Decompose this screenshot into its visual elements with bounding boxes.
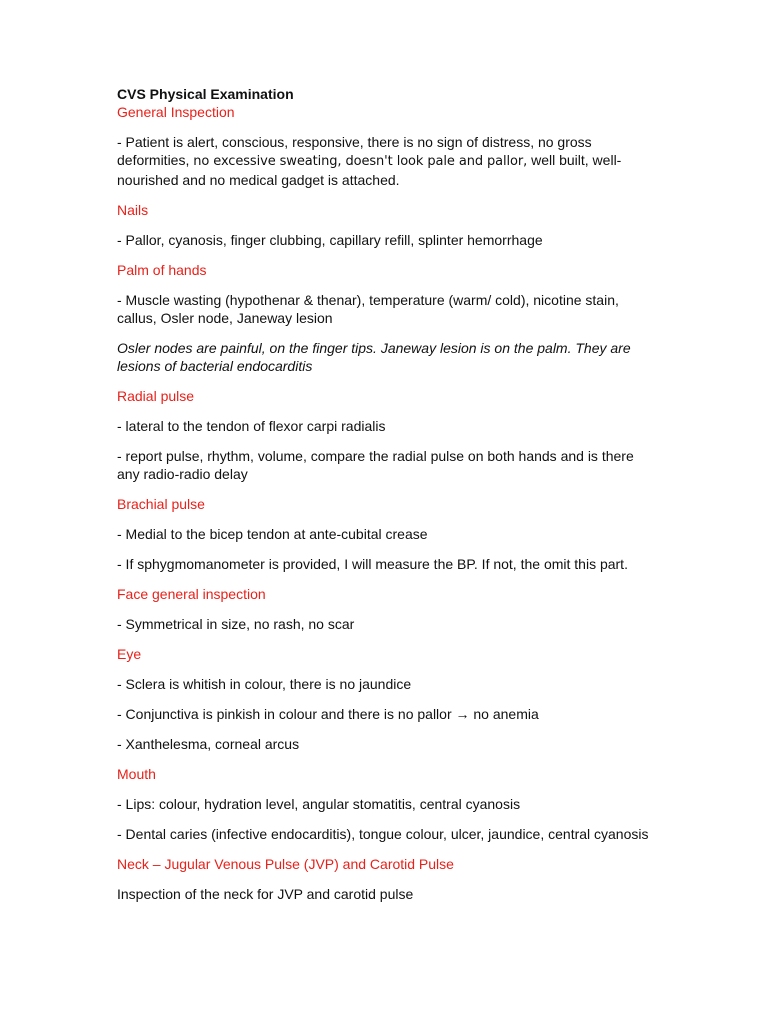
eye-text-3: - Xanthelesma, corneal arcus bbox=[117, 736, 300, 752]
general-inspection-text bbox=[117, 133, 657, 189]
palm-of-hands-text: - Muscle wasting (hypothenar & thenar), temperature (warm/ cold), nicotine stain, callus, Osler node, Janeway lesion bbox=[117, 292, 619, 326]
section-heading-general-inspection: General Inspection bbox=[117, 104, 235, 120]
section-heading-neck: Neck – Jugular Venous Pulse (JVP) and Carotid Pulse bbox=[117, 856, 454, 872]
document-page bbox=[117, 85, 657, 903]
section-heading-nails: Nails bbox=[117, 202, 149, 218]
face-general-inspection-text: - Symmetrical in size, no rash, no scar bbox=[117, 616, 355, 632]
eye-text-2: - Conjunctiva is pinkish in colour and there is no pallor → no anemia bbox=[117, 706, 539, 722]
mouth-text-1: - Lips: colour, hydration level, angular stomatitis, central cyanosis bbox=[117, 796, 521, 812]
radial-pulse-text-2: - report pulse, rhythm, volume, compare the radial pulse on both hands and is there any radio-radio delay bbox=[117, 448, 634, 482]
mouth-text-2: - Dental caries (infective endocarditis), tongue colour, ulcer, jaundice, central cyanosis bbox=[117, 826, 649, 842]
section-heading-palm-of-hands: Palm of hands bbox=[117, 262, 207, 278]
section-heading-eye: Eye bbox=[117, 646, 142, 662]
general-inspection-text-start: - Patient is alert, conscious, responsive, there is no sign of distress, no gross deformities, bbox=[117, 134, 592, 168]
palm-of-hands-note: Osler nodes are painful, on the finger tips. Janeway lesion is on the palm. They are lesions of bacterial endocarditis bbox=[117, 340, 631, 374]
section-heading-radial-pulse: Radial pulse bbox=[117, 388, 195, 404]
brachial-pulse-text-1: - Medial to the bicep tendon at ante-cubital crease bbox=[117, 526, 428, 542]
nails-text: - Pallor, cyanosis, finger clubbing, capillary refill, splinter hemorrhage bbox=[117, 232, 543, 248]
section-heading-face-general-inspection: Face general inspection bbox=[117, 586, 266, 602]
radial-pulse-text-1: - lateral to the tendon of flexor carpi radialis bbox=[117, 418, 386, 434]
section-heading-mouth: Mouth bbox=[117, 766, 156, 782]
general-inspection-text-end: well built, well-nourished and no medical gadget is attached. bbox=[117, 152, 622, 188]
neck-text: Inspection of the neck for JVP and carotid pulse bbox=[117, 886, 414, 902]
general-inspection-text-middle: no excessive sweating, doesn't look pale and pallor, bbox=[193, 154, 528, 169]
section-heading-brachial-pulse: Brachial pulse bbox=[117, 496, 205, 512]
document-title: CVS Physical Examination bbox=[117, 86, 294, 102]
eye-text-1: - Sclera is whitish in colour, there is no jaundice bbox=[117, 676, 412, 692]
brachial-pulse-text-2: - If sphygmomanometer is provided, I will measure the BP. If not, the omit this part. bbox=[117, 556, 628, 572]
